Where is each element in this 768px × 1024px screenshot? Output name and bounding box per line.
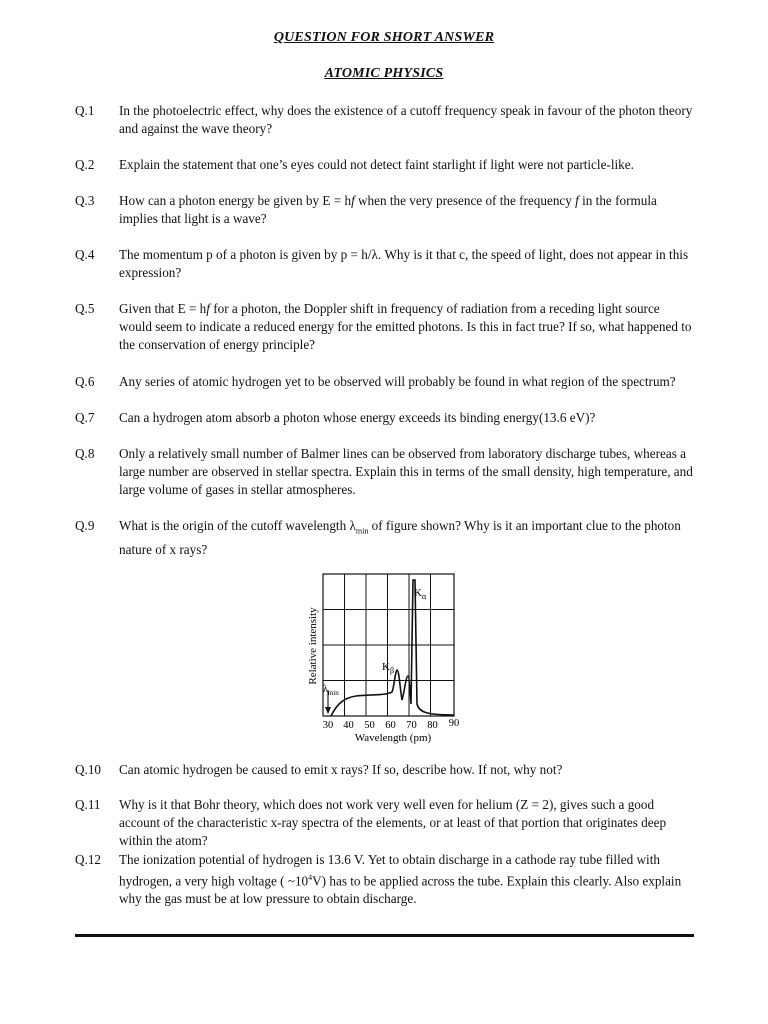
question-text-part: Given that E = h bbox=[119, 301, 207, 316]
question-4 bbox=[75, 246, 695, 282]
question-text bbox=[119, 796, 695, 850]
question-number: Q.12 bbox=[75, 852, 102, 867]
k-beta-label: $K_\beta$ bbox=[382, 661, 395, 675]
question-text-part: V) has to be applied across the tube. Explain this clearly. Also explain why the gas must be at low pressure to obtain discharge. bbox=[119, 873, 685, 907]
question-7 bbox=[75, 409, 695, 427]
x-tick-label: 80 bbox=[427, 720, 438, 731]
x-tick-label: 60 bbox=[385, 720, 396, 731]
x-tick-label: 70 bbox=[406, 720, 417, 731]
k-alpha-label: $K_\alpha$ bbox=[414, 587, 427, 601]
question-11 bbox=[75, 796, 695, 850]
question-text bbox=[119, 851, 695, 908]
question-text-part: Why is it that Bohr theory, which does not work very well even for helium (Z = 2), gives such a good account of the characteristic x-ray spectra of the elements, or at least of that portion that originates deep within the atom? bbox=[119, 797, 670, 848]
question-number: Q.4 bbox=[75, 247, 95, 262]
question-text bbox=[119, 761, 695, 779]
question-text bbox=[119, 409, 695, 427]
arrow-head-icon bbox=[325, 707, 331, 714]
question-text bbox=[119, 156, 695, 174]
question-10 bbox=[75, 761, 695, 779]
question-text bbox=[119, 246, 695, 282]
lambda-min-label: $\lambda_{min}$ bbox=[323, 684, 339, 697]
frequency-symbol: f bbox=[206, 301, 210, 316]
question-text-part: Can atomic hydrogen be caused to emit x rays? If so, describe how. If not, why not? bbox=[119, 762, 563, 777]
question-text-part: The ionization potential of hydrogen is 13.6 V. Yet to obtain discharge in a cathode ray tube filled with hydrogen, a very high voltage ( ~10 bbox=[119, 852, 664, 889]
question-text-part: Can a hydrogen atom absorb a photon whose energy exceeds its binding energy(13.6 eV)? bbox=[119, 410, 596, 425]
question-text bbox=[119, 102, 695, 138]
question-text-part: Any series of atomic hydrogen yet to be observed will probably be found in what region of the spectrum? bbox=[119, 374, 676, 389]
question-text-part: In the photoelectric effect, why does the existence of a cutoff frequency speak in favour of the photon theory and against the wave theory? bbox=[119, 103, 696, 136]
question-text-part: Explain the statement that one’s eyes could not detect faint starlight if light were not particle-like. bbox=[119, 157, 634, 172]
document-subtitle: ATOMIC PHYSICS bbox=[324, 66, 444, 81]
question-number: Q.2 bbox=[75, 157, 95, 172]
question-number: Q.10 bbox=[75, 762, 102, 777]
y-axis-label: Relative intensity bbox=[307, 607, 319, 685]
x-tick-label: 90 bbox=[448, 718, 460, 729]
question-text bbox=[119, 192, 695, 228]
question-text-part: of figure shown? Why is it an important clue to the photon nature of x rays? bbox=[119, 518, 685, 557]
xray-spectrum-svg bbox=[298, 566, 470, 750]
lambda-subscript: min bbox=[355, 526, 369, 536]
xray-spectrum-figure bbox=[298, 566, 470, 750]
question-text-part: in the formula implies that light is a wave? bbox=[119, 193, 661, 226]
document-title: QUESTION FOR SHORT ANSWER bbox=[273, 30, 495, 45]
exponent: 4 bbox=[308, 873, 313, 882]
x-tick-label: 40 bbox=[343, 720, 354, 731]
question-number: Q.7 bbox=[75, 410, 95, 425]
question-12 bbox=[75, 851, 695, 908]
question-text-part: The momentum p of a photon is given by p = h/λ. Why is it that c, the speed of light, does not appear in this expression? bbox=[119, 247, 692, 280]
question-2 bbox=[75, 156, 695, 174]
question-text-part: Only a relatively small number of Balmer lines can be observed from laboratory discharge tubes, whereas a large number are observed in stellar spectra. Explain this in terms of the small density, high temperature, and large volume of gases in stellar atmospheres. bbox=[119, 446, 697, 497]
x-axis-label: Wavelength (pm) bbox=[354, 732, 432, 744]
question-text-part: How can a photon energy be given by E = h bbox=[119, 193, 352, 208]
question-number: Q.5 bbox=[75, 301, 95, 316]
gridlines bbox=[323, 574, 454, 716]
x-tick-label: 50 bbox=[364, 720, 375, 731]
question-8 bbox=[75, 445, 695, 499]
question-text bbox=[119, 517, 695, 559]
frequency-symbol: f bbox=[575, 193, 579, 208]
frequency-symbol: f bbox=[351, 193, 355, 208]
question-5 bbox=[75, 300, 695, 354]
question-number: Q.3 bbox=[75, 193, 95, 208]
question-number: Q.8 bbox=[75, 446, 95, 461]
question-number: Q.9 bbox=[75, 518, 95, 533]
question-9 bbox=[75, 517, 695, 559]
question-text bbox=[119, 300, 695, 354]
question-1 bbox=[75, 102, 695, 138]
question-text-part: when the very presence of the frequency bbox=[354, 193, 576, 208]
spectrum-curve bbox=[331, 580, 454, 716]
question-text-part: for a photon, the Doppler shift in frequency of radiation from a receding light source would seem to indicate a reduced energy for the emitted photons. Is this in fact true? If so, what happened to the conservation of energy principle? bbox=[119, 301, 695, 352]
question-number: Q.6 bbox=[75, 374, 95, 389]
question-6 bbox=[75, 373, 695, 391]
bottom-rule bbox=[75, 934, 694, 937]
question-text bbox=[119, 373, 695, 391]
question-3 bbox=[75, 192, 695, 228]
question-text-part: What is the origin of the cutoff wavelength λ bbox=[119, 518, 356, 533]
x-tick-label: 30 bbox=[322, 720, 334, 731]
question-text bbox=[119, 445, 695, 499]
question-number: Q.1 bbox=[75, 103, 95, 118]
question-number: Q.11 bbox=[75, 797, 101, 812]
